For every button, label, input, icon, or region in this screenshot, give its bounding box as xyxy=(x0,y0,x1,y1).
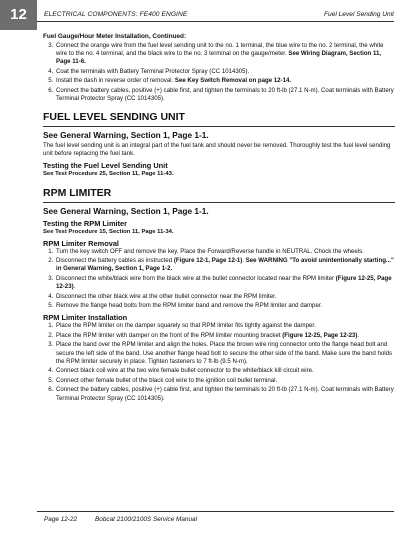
gauge-installation-subhead: Fuel Gauge/Hour Meter Installation, Continued: xyxy=(43,33,187,40)
list-item xyxy=(55,332,395,340)
step-text: . xyxy=(73,283,76,290)
step-text: Disconnect the other black wire at the other bullet connector near the RPM limiter. xyxy=(56,292,277,300)
step-warning-reference: See WARNING "To avoid unintentionally starting..." in General Warning, Section 1, Page 1-2. xyxy=(56,257,394,273)
fuel-sending-body: The fuel level sending unit is an integral part of the fuel tank and should never be removed. Thoroughly test the fuel level sending unit before replacing the fuel tank. xyxy=(43,142,391,158)
list-item xyxy=(55,377,395,385)
list-item xyxy=(55,275,395,291)
step-text: Disconnect the battery cables as instructed xyxy=(56,257,174,265)
section-divider xyxy=(43,126,395,127)
fuel-sending-test-reference: See Test Procedure 25, Section 11, Page 11-43. xyxy=(43,171,174,178)
fuel-sending-test-heading: Testing the Fuel Level Sending Unit xyxy=(43,161,168,171)
list-item xyxy=(55,248,395,256)
page-content xyxy=(43,33,395,404)
step-text: Place the band over the RPM limiter and align the holes. Place the brown wire ring connector onto the flange head bolt and secure the left side of the band. Use another flange head bolt to secure the other side of the band. Make sure the band holds the RPM limiter securely in place. Tighten fasteners to 7 ft-lb (9.5 N-m). xyxy=(56,341,393,365)
step-text: Remove the flange head bolts from the RPM limiter band and remove the RPM limiter and damper. xyxy=(56,302,323,310)
fuel-sending-warning: See General Warning, Section 1, Page 1-1. xyxy=(43,130,209,141)
rpm-limiter-heading: RPM LIMITER xyxy=(43,186,112,199)
step-text: . xyxy=(242,257,246,265)
list-item xyxy=(55,68,395,76)
step-figure-reference: (Figure 12-25, Page 12-23) xyxy=(56,274,392,290)
header-divider xyxy=(37,21,394,22)
gauge-installation-steps xyxy=(43,42,395,103)
step-text: Place the RPM limiter on the damper squarely so that RPM limiter fits tightly against the damper. xyxy=(56,322,316,330)
step-text: Connect other female bullet of the black coil wire to the ignition coil bullet terminal. xyxy=(56,376,278,384)
header-section-title: Fuel Level Sending Unit xyxy=(323,11,394,18)
list-item xyxy=(55,322,395,330)
step-text: . xyxy=(357,331,360,339)
footer-manual-title: Bobcat 2100/2100S Service Manual xyxy=(95,516,198,523)
chapter-tab: 12 xyxy=(0,0,37,30)
step-text: Connect the orange wire from the fuel level sending unit to the no. 1 terminal, the blue wire to the no. 2 terminal, the white wire to the no. 4 terminal, and the black wire to the no. 3 terminal on the gauge/meter. xyxy=(56,42,384,58)
list-item xyxy=(55,302,395,310)
list-item xyxy=(55,386,395,402)
step-text: Install the dash in reverse order of removal. xyxy=(56,77,175,85)
step-figure-reference: (Figure 12-25, Page 12-23) xyxy=(282,331,358,339)
list-item xyxy=(55,87,395,103)
rpm-warning: See General Warning, Section 1, Page 1-1. xyxy=(43,205,209,216)
section-divider xyxy=(43,202,395,203)
step-text: Connect black coil wire at the two wire female bullet connector to the white/black kill circuit wire. xyxy=(56,367,314,375)
fuel-sending-unit-heading: FUEL LEVEL SENDING UNIT xyxy=(43,111,185,124)
rpm-removal-heading: RPM Limiter Removal xyxy=(43,238,119,248)
rpm-installation-steps xyxy=(43,322,395,402)
rpm-removal-steps xyxy=(43,248,395,311)
list-item xyxy=(55,341,395,365)
footer-divider xyxy=(37,511,394,512)
header-chapter-title: ELECTRICAL COMPONENTS: FE400 ENGINE xyxy=(44,11,188,18)
step-text: Connect the battery cables, positive (+) cable first, and tighten the terminals to 20 ft-lb (27.1 N-m). Coat terminals with Battery Terminal Protector Spray (CC 1014305). xyxy=(56,386,394,402)
list-item xyxy=(55,77,395,85)
footer-page-number: Page 12-22 xyxy=(44,516,78,523)
rpm-test-heading: Testing the RPM Limiter xyxy=(43,218,128,228)
step-text: Place the RPM limiter with damper on the front of the RPM limiter mounting bracket xyxy=(56,331,283,339)
step-reference: See Wiring Diagram, Section 11, Page 11-6. xyxy=(56,50,382,66)
step-text: Coat the terminals with Battery Terminal Protector Spray (CC 1014305). xyxy=(56,67,250,75)
list-item xyxy=(55,42,395,66)
step-figure-reference: (Figure 12-1, Page 12-1) xyxy=(173,257,243,265)
rpm-test-reference: See Test Procedure 15, Section 11, Page 11-34. xyxy=(43,228,174,235)
page-footer xyxy=(44,516,197,523)
step-text: Turn the key switch OFF and remove the key. Place the Forward/Reverse handle in NEUTRAL. Chock the wheels. xyxy=(56,247,364,255)
page-header xyxy=(0,0,416,26)
list-item xyxy=(55,293,395,301)
step-reference: See Key Switch Removal on page 12-14. xyxy=(174,77,292,85)
step-text: Connect the battery cables, positive (+) cable first, and tighten the terminals to 20 ft-lb (27.1 N-m). Coat terminals with Battery Terminal Protector Spray (CC 1014305). xyxy=(56,87,394,103)
list-item xyxy=(55,367,395,375)
step-text: Disconnect the white/black wire from the black wire at the bullet connector located near the RPM limiter xyxy=(56,274,336,282)
list-item xyxy=(55,257,395,273)
rpm-installation-heading: RPM Limiter Installation xyxy=(43,313,128,323)
